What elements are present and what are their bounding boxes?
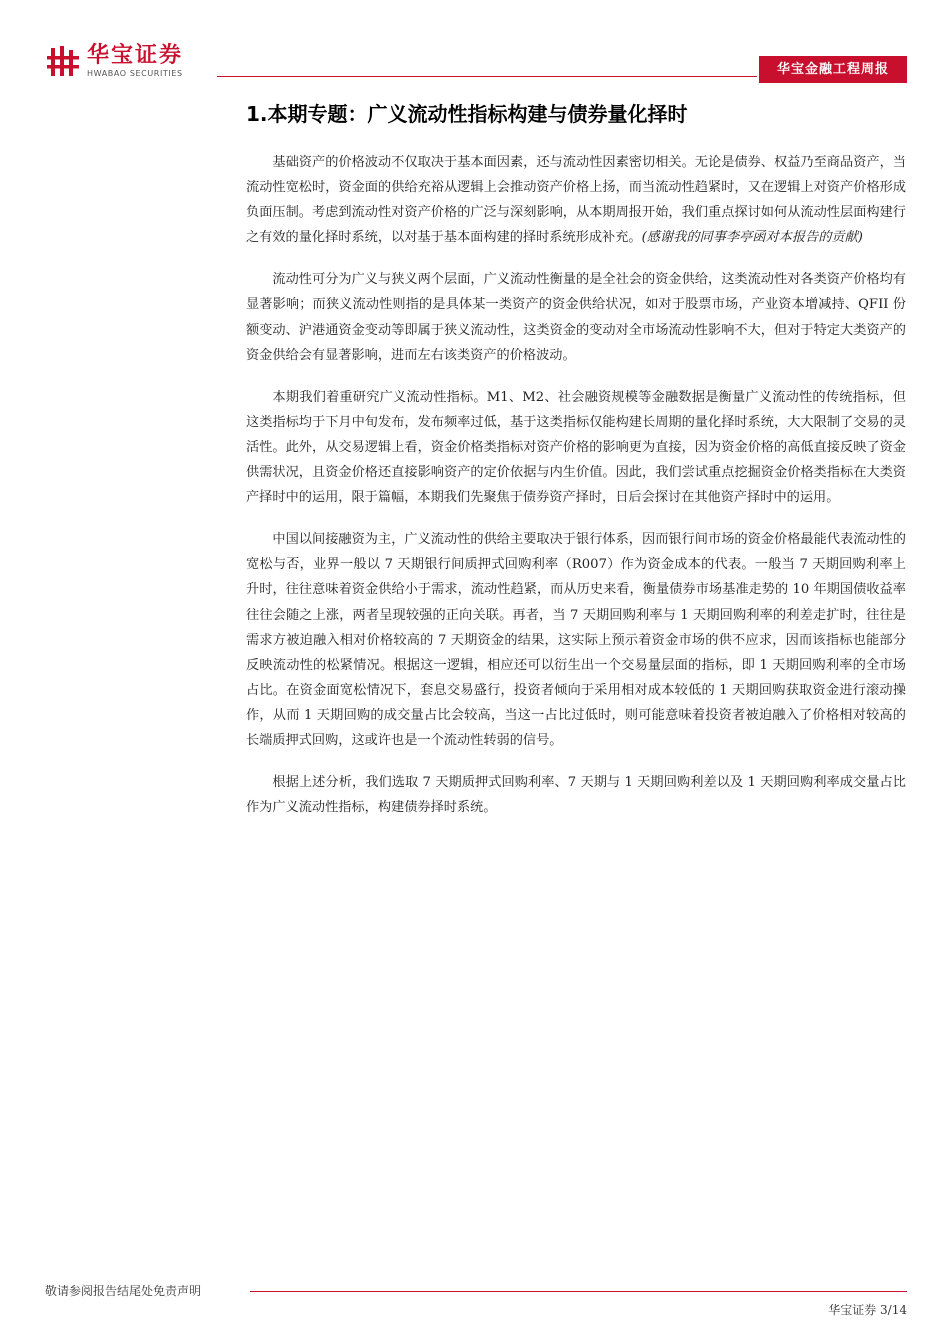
- report-series-badge: 华宝金融工程周报: [759, 56, 907, 83]
- paragraph-text: 本期我们着重研究广义流动性指标。M1、M2、社会融资规模等金融数据是衡量广义流动性的传统指标，但这类指标均于下月中旬发布，发布频率过低，基于这类指标仅能构建长周期的量化择时系统，大大限制了交易的灵活性。此外，从交易逻辑上看，资金价格类指标对资产价格的影响更为直接，因为资金价格的高低直接反映了资金供需状况，且资金价格还直接影响资产的定价依据与内生价值。因此，我们尝试重点挖掘资金价格类指标在大类资产择时中的运用，限于篇幅，本期我们先聚焦于债券资产择时，日后会探讨在其他资产择时中的运用。: [246, 389, 906, 506]
- paragraph: [246, 527, 906, 753]
- section-title: 1.本期专题：广义流动性指标构建与债券量化择时: [246, 102, 688, 126]
- footer-divider: [250, 1291, 907, 1292]
- paragraph: [246, 385, 906, 510]
- header-divider: [217, 76, 757, 77]
- report-body: [246, 150, 906, 837]
- paragraph: [246, 770, 906, 820]
- footer-disclaimer: 敬请参阅报告结尾处免责声明: [45, 1284, 202, 1298]
- paragraph-text: 流动性可分为广义与狭义两个层面，广义流动性衡量的是全社会的资金供给，这类流动性对各类资产价格均有显著影响；而狭义流动性则指的是具体某一类资产的资金供给状况，如对于股票市场，产业资本增减持、QFII 份额变动、沪港通资金变动等即属于狭义流动性，这类资金的变动对全市场流动性影响不大，但对于特定大类资产的资金供给会有显著影响，进而左右该类资产的价格波动。: [246, 272, 906, 363]
- logo-english-name: HWABAO SECURITIES: [87, 69, 183, 78]
- paragraph: [246, 267, 906, 367]
- page-header: [0, 0, 950, 100]
- page-number: 华宝证券 3/14: [828, 1303, 907, 1317]
- paragraph-text: 中国以间接融资为主，广义流动性的供给主要取决于银行体系，因而银行间市场的资金价格最能代表流动性的宽松与否，业界一般以 7 天期银行间质押式回购利率（R007）作为资金成本的代表。一般当 7 天期回购利率上升时，往往意味着资金供给小于需求，流动性趋紧，而从历史来看，衡量债券市场基准走势的 10 年期国债收益率往往会随之上涨，两者呈现较强的正向关联。再者，当 7 天期回购利率与 1 天期回购利率的利差走扩时，往往是需求方被迫融入相对价格较高的 7 天期资金的结果，这实际上预示着资金市场的供不应求，因而该指标也能部分反映流动性的松紧情况。根据这一逻辑，相应还可以衍生出一个交易量层面的指标，即 1 天期回购利率的全市场占比。在资金面宽松情况下，套息交易盛行，投资者倾向于采用相对成本较低的 1 天期回购获取资金进行滚动操作，从而 1 天期回购的成交量占比会较高，当这一占比过低时，则可能意味着投资者被迫融入了价格相对较高的长端质押式回购，这或许也是一个流动性转弱的信号。: [246, 532, 906, 748]
- logo-chinese-name: 华宝证券: [87, 43, 184, 68]
- paragraph-text: 根据上述分析，我们选取 7 天期质押式回购利率、7 天期与 1 天期回购利差以及 1 天期回购利率成交量占比作为广义流动性指标，构建债券择时系统。: [246, 775, 906, 816]
- paragraph-text: 基础资产的价格波动不仅取决于基本面因素，还与流动性因素密切相关。无论是债券、权益乃至商品资产，当流动性宽松时，资金面的供给充裕从逻辑上会推动资产价格上扬，而当流动性趋紧时，又在逻辑上对资产价格形成负面压制。考虑到流动性对资产价格的广泛与深刻影响，从本期周报开始，我们重点探讨如何从流动性层面构建行之有效的量化择时系统，以对基于基本面构建的择时系统形成补充。: [246, 155, 906, 246]
- company-logo: [45, 44, 220, 80]
- acknowledgement-note: (感谢我的同事李亭函对本报告的贡献): [641, 230, 863, 246]
- hwabao-logo-icon: [45, 44, 81, 80]
- paragraph: [246, 150, 906, 250]
